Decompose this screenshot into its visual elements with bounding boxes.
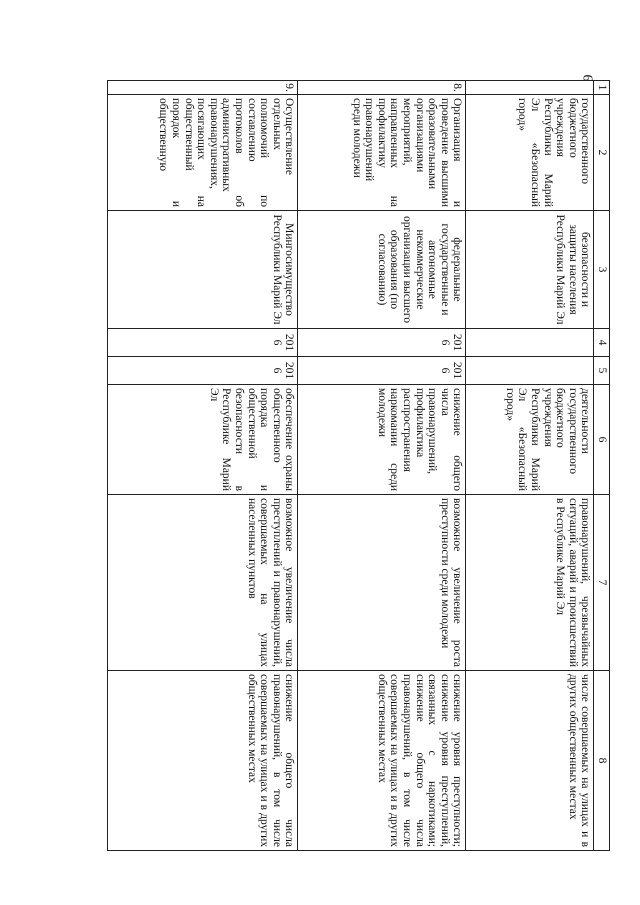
header-cell-4: 4: [594, 329, 610, 357]
page-number: 9: [581, 74, 597, 82]
row-number: 9.: [108, 81, 298, 95]
measure-description: Осуществление отдельных полномочий по составлению протоколов об административных правонарушениях, посягающих на общественный порядок и общественную: [108, 95, 298, 211]
header-cell-7: 7: [594, 495, 610, 671]
measure-description: Организация и проведение высшими образовательными организациями мероприятий, направленных на профилактику правонарушений среди молодежи: [298, 95, 466, 211]
responsible-executor: федеральные государственные и автономные некоммерческие организации высшего образования (по согласованию): [298, 211, 466, 329]
header-cell-3: 3: [594, 211, 610, 329]
non-implementation-consequences: правонарушений, чрезвычайных ситуаций, аварий и происшествий в Республике Марий Эл: [466, 495, 594, 671]
related-indicators: снижение общего числа правонарушений, в том числе совершаемых на улицах и в других общественных местах: [108, 671, 298, 851]
end-year: [466, 357, 594, 385]
header-cell-2: 2: [594, 95, 610, 211]
header-cell-8: 8: [594, 671, 610, 851]
table-row: [466, 81, 594, 851]
measures-table: [107, 80, 610, 851]
non-implementation-consequences: возможное увеличение числа преступлений и правонарушений, совершаемых на улицах населенных пунктов: [108, 495, 298, 671]
related-indicators: снижение уровня преступности; снижение уровня преступлений, связанных с наркотиками; снижение общего числа правонарушений, в том числе совершаемых на улицах и в других общественных местах: [298, 671, 466, 851]
table-row: [108, 81, 298, 851]
row-number: [466, 81, 594, 95]
rotated-page-content: [100, 80, 610, 850]
header-cell-1: 1: [594, 81, 610, 95]
row-number: 8.: [298, 81, 466, 95]
expected-result: деятельности государственного бюджетного учреждения Республики Марий Эл «Безопасный город»: [466, 385, 594, 495]
start-year: 2016: [108, 329, 298, 357]
header-row: [594, 81, 610, 851]
responsible-executor: Мингосимущество Республики Марий Эл: [108, 211, 298, 329]
end-year: 2016: [108, 357, 298, 385]
table-row: [298, 81, 466, 851]
start-year: 2016: [298, 329, 466, 357]
end-year: 2016: [298, 357, 466, 385]
measure-description: государственного бюджетного учреждения Республики Марий Эл «Безопасный город»: [466, 95, 594, 211]
header-cell-6: 6: [594, 385, 610, 495]
related-indicators: числе совершаемых на улицах и в других общественных местах: [466, 671, 594, 851]
header-cell-5: 5: [594, 357, 610, 385]
non-implementation-consequences: возможное увеличение роста преступности среди молодежи: [298, 495, 466, 671]
expected-result: снижение общего числа правонарушений, профилактика распространения наркомании среди молодежи: [298, 385, 466, 495]
responsible-executor: безопасности и защиты населения Республики Марий Эл: [466, 211, 594, 329]
start-year: [466, 329, 594, 357]
expected-result: обеспечение охраны общественного порядка и общественной безопасности в Республике Марий Эл: [108, 385, 298, 495]
